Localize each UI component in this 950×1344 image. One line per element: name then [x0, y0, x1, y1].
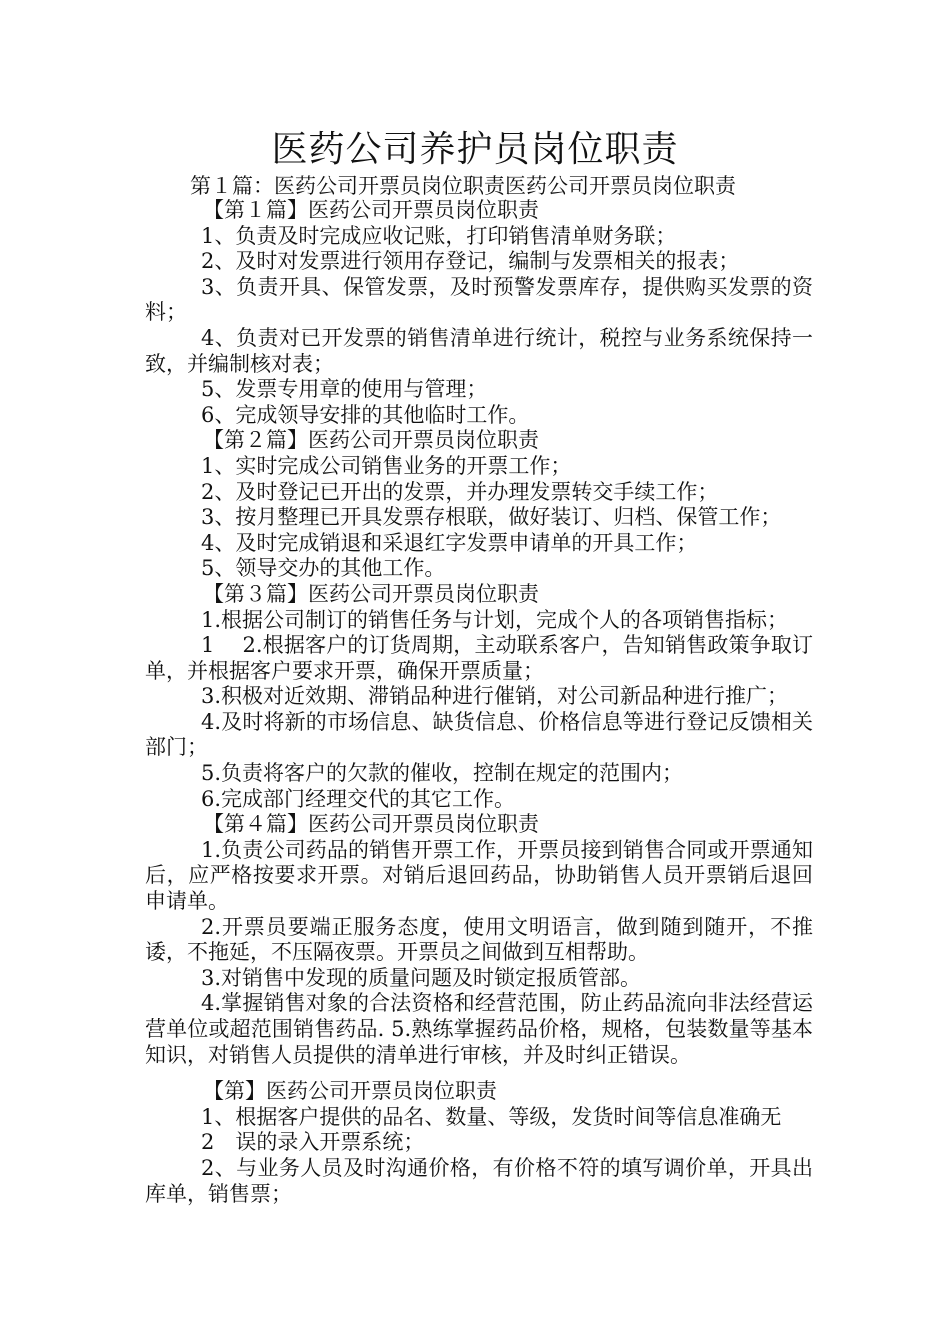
paragraph: 4、及时完成销退和采退红字发票申请单的开具工作； — [201, 530, 698, 555]
paragraph: 2、及时登记已开出的发票，并办理发票转交手续工作； — [201, 479, 719, 504]
paragraph: 2 误的录入开票系统； — [201, 1130, 425, 1155]
paragraph: 2、及时对发票进行领用存登记，编制与发票相关的报表； — [201, 249, 740, 274]
paragraph: 2、与业务人员及时沟通价格，有价格不符的填写调价单，开具出库单，销售票； — [145, 1155, 813, 1206]
document-subtitle: 第１篇：医药公司开票员岗位职责医药公司开票员岗位职责 — [190, 174, 736, 198]
paragraph: 1.负责公司药品的销售开票工作，开票员接到销售合同或开票通知后，应严格按要求开票。对销后退回药品，协助销售人员开票销后退回申请单。 — [145, 837, 813, 914]
paragraph: 4.及时将新的市场信息、缺货信息、价格信息等进行登记反馈相关部门； — [145, 709, 813, 760]
paragraph: 5、领导交办的其他工作。 — [201, 556, 446, 581]
paragraph: 4、负责对已开发票的销售清单进行统计，税控与业务系统保持一致，并编制核对表； — [145, 325, 813, 376]
paragraph: 3.积极对近效期、滞销品种进行催销，对公司新品种进行推广； — [201, 684, 789, 709]
paragraph: 5、发票专用章的使用与管理； — [201, 377, 488, 402]
paragraph: 6、完成领导安排的其他临时工作。 — [201, 402, 530, 427]
paragraph: 1.根据公司制订的销售任务与计划，完成个人的各项销售指标； — [201, 607, 789, 632]
paragraph: 1 2.根据客户的订货周期，主动联系客户，告知销售政策争取订单，并根据客户要求开票，确保开票质量； — [145, 633, 813, 683]
paragraph: 5.负责将客户的欠款的催收，控制在规定的范围内； — [201, 761, 684, 786]
paragraph: 2.开票员要端正服务态度，使用文明语言，做到随到随开，不推诿，不拖延，不压隔夜票。开票员之间做到互相帮助。 — [145, 914, 813, 965]
paragraph: 3、负责开具、保管发票，及时预警发票库存，提供购买发票的资料； — [145, 274, 813, 325]
section-heading-5: 【第】医药公司开票员岗位职责 — [203, 1079, 497, 1104]
paragraph: 3、按月整理已开具发票存根联，做好装订、归档、保管工作； — [201, 505, 782, 530]
paragraph: 1、实时完成公司销售业务的开票工作； — [201, 453, 572, 478]
document-title: 医药公司养护员岗位职责 — [271, 129, 679, 170]
section-heading-4: 【第４篇】医药公司开票员岗位职责 — [203, 812, 539, 837]
paragraph: 6.完成部门经理交代的其它工作。 — [201, 786, 516, 811]
document-body — [145, 198, 813, 1207]
paragraph: 1、根据客户提供的品名、数量、等级，发货时间等信息准确无 — [201, 1104, 782, 1129]
paragraph: 3.对销售中发现的质量问题及时锁定报质管部。 — [201, 965, 642, 990]
paragraph: 1、负责及时完成应收记账，打印销售清单财务联； — [201, 223, 677, 248]
section-heading-2: 【第２篇】医药公司开票员岗位职责 — [203, 428, 539, 453]
paragraph: 4.掌握销售对象的合法资格和经营范围，防止药品流向非法经营运营单位或超范围销售药品. 5.熟练掌握药品价格，规格，包装数量等基本知识，对销售人员提供的清单进行审核，并及时纠正错误。 — [145, 991, 813, 1067]
section-heading-1: 【第１篇】医药公司开票员岗位职责 — [203, 198, 539, 222]
section-heading-3: 【第３篇】医药公司开票员岗位职责 — [203, 581, 539, 606]
